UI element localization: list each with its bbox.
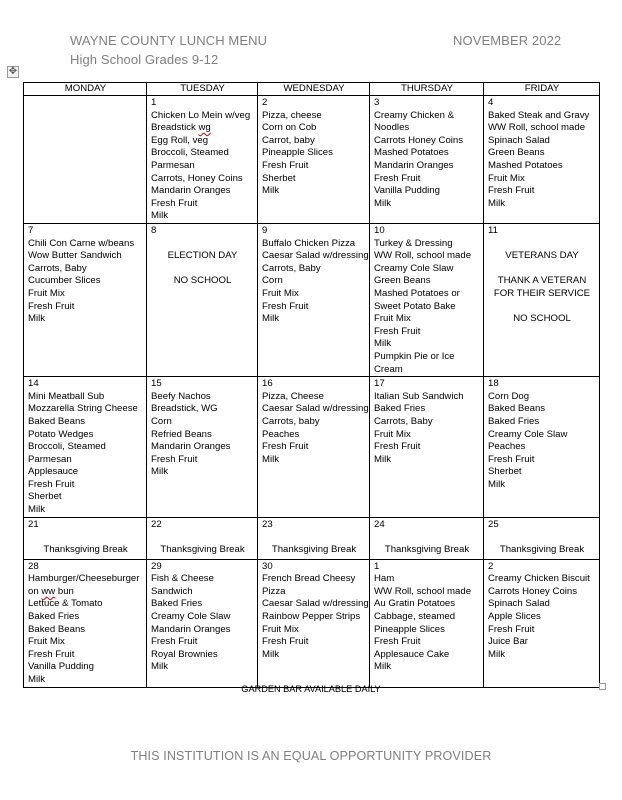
menu-item: Italian Sub Sandwich (374, 390, 464, 402)
menu-item: Broccoli, Steamed (151, 147, 229, 159)
menu-item: Rainbow Pepper Strips (262, 611, 361, 623)
menu-item: Mandarin Oranges (374, 159, 454, 171)
menu-item: Pineapple Slices (262, 147, 333, 159)
menu-item: Caesar Salad w/dressing (262, 250, 369, 262)
closure-notice: VETERANS DAY (505, 250, 579, 262)
menu-month: NOVEMBER 2022 (453, 33, 562, 48)
menu-item: Fruit Mix (262, 623, 299, 635)
menu-item: Sherbet (262, 172, 296, 184)
day-number: 10 (374, 225, 385, 236)
menu-item: Milk (488, 197, 506, 209)
menu-item: Wow Butter Sandwich (28, 250, 122, 262)
menu-item: Sherbet (28, 491, 62, 503)
menu-item: Applesauce (28, 466, 79, 478)
menu-item: Milk (488, 478, 506, 490)
closure-notice: ELECTION DAY (167, 250, 238, 262)
menu-item: Peaches (262, 428, 300, 440)
table-move-handle-icon[interactable]: ✥ (8, 66, 18, 77)
menu-item: Corn (262, 275, 283, 287)
menu-item: Pineapple Slices (374, 623, 445, 635)
menu-item: Baked Fries (488, 415, 540, 427)
menu-item: Baked Beans (28, 623, 86, 635)
day-cell (484, 224, 600, 377)
day-number: 2 (488, 560, 494, 572)
menu-item: Fresh Fruit (488, 185, 535, 197)
week-row (24, 377, 600, 518)
menu-item: WW Roll, school made (374, 250, 472, 262)
menu-item: Creamy Cole Slaw (374, 262, 454, 274)
menu-item: Fresh Fruit (374, 172, 421, 184)
menu-item: Milk (262, 648, 280, 660)
menu-item: Caesar Salad w/dressing (262, 598, 369, 610)
menu-item: Milk (374, 197, 392, 209)
menu-item: Carrots Honey Coins (488, 585, 578, 597)
day-cell (147, 96, 258, 224)
menu-item: Milk (262, 453, 280, 465)
day-number: 25 (488, 518, 499, 530)
day-number: 16 (262, 378, 273, 390)
menu-item: Applesauce Cake (374, 648, 450, 660)
menu-item: Fresh Fruit (262, 300, 309, 312)
menu-item: Baked Beans (488, 403, 546, 415)
menu-item: Spinach Salad (488, 134, 550, 146)
day-number: 21 (28, 518, 39, 530)
menu-item: Fresh Fruit (28, 478, 75, 490)
menu-item: Ham (374, 573, 395, 585)
header-thursday: THURSDAY (370, 83, 484, 96)
menu-item: Potato Wedges (28, 428, 94, 440)
menu-item: Milk (262, 185, 280, 197)
menu-item: Fresh Fruit (374, 636, 421, 648)
day-cell (258, 517, 370, 559)
menu-item: Sandwich (151, 585, 193, 597)
menu-item: Juice Bar (488, 636, 528, 648)
menu-item: Carrots Honey Coins (374, 134, 464, 146)
menu-item: Fresh Fruit (151, 197, 198, 209)
menu-item: Fresh Fruit (488, 453, 535, 465)
day-cell (24, 517, 147, 559)
menu-item: Mozzarella String Cheese (28, 403, 138, 415)
menu-item: Milk (151, 661, 169, 673)
menu-item: Mashed Potatoes (488, 159, 563, 171)
day-cell (147, 517, 258, 559)
menu-item: Sherbet (488, 466, 522, 478)
menu-item: Carrots, Honey Coins (151, 172, 243, 184)
equal-opportunity-footer: THIS INSTITUTION IS AN EQUAL OPPORTUNITY PROVIDER (130, 749, 492, 763)
day-cell (370, 517, 484, 559)
menu-item: Mandarin Oranges (151, 441, 231, 453)
week-row (24, 96, 600, 224)
menu-item: Baked Fries (151, 598, 203, 610)
menu-item: Creamy Cole Slaw (488, 428, 568, 440)
day-cell (484, 559, 600, 687)
closure-notice: NO SCHOOL (173, 275, 232, 287)
day-number: 4 (488, 97, 494, 108)
menu-item: Fruit Mix (374, 428, 411, 440)
menu-item: Pizza, Cheese (262, 390, 324, 402)
menu-item: Fruit Mix (28, 287, 65, 299)
menu-item: Refried Beans (151, 428, 212, 440)
closure-notice: THANK A VETERAN FOR THEIR SERVICE (493, 275, 591, 299)
menu-item: Creamy Chicken & (374, 109, 454, 121)
break-notice: Thanksgiving Break (384, 543, 470, 555)
menu-item: Mashed Potatoes (374, 147, 449, 159)
menu-item: Pumpkin Pie or Ice (374, 350, 455, 362)
menu-item: Chili Con Carne w/beans (28, 237, 135, 249)
menu-item: Mini Meatball Sub (28, 390, 105, 402)
day-number: 28 (28, 560, 39, 572)
menu-item: Milk (151, 466, 169, 478)
menu-item: Pizza, cheese (262, 109, 322, 121)
menu-item: Beefy Nachos (151, 390, 211, 402)
menu-item: Baked Steak and Gravy (488, 109, 590, 121)
menu-item: Milk (28, 674, 46, 685)
menu-item: Fresh Fruit (488, 623, 535, 635)
menu-item: Fresh Fruit (262, 159, 309, 171)
day-number: 9 (262, 225, 268, 236)
menu-item: Caesar Salad w/dressing (262, 403, 369, 415)
menu-item: Parmesan (151, 159, 195, 171)
menu-item: Fresh Fruit (151, 453, 198, 465)
break-notice: Thanksgiving Break (160, 543, 245, 555)
menu-item: Cabbage, steamed (374, 611, 456, 623)
day-cell (258, 377, 370, 518)
menu-subtitle: High School Grades 9-12 (70, 52, 219, 67)
menu-item: Milk (151, 210, 169, 222)
day-number: 11 (488, 225, 498, 236)
menu-item: Breadstick wg (151, 122, 211, 134)
day-cell (370, 96, 484, 224)
menu-item: Sweet Potato Bake (374, 300, 456, 312)
day-number: 7 (28, 225, 34, 236)
menu-item: Fresh Fruit (262, 441, 309, 453)
day-cell (258, 96, 370, 224)
menu-item: Corn (151, 415, 172, 427)
menu-item: French Bread Cheesy (262, 573, 356, 585)
menu-item: Corn on Cob (262, 122, 317, 134)
menu-item: Mandarin Oranges (151, 623, 231, 635)
day-cell (24, 559, 147, 687)
day-number: 23 (262, 518, 273, 530)
break-notice: Thanksgiving Break (43, 543, 128, 555)
day-cell (147, 377, 258, 518)
day-cell (147, 224, 258, 377)
day-number: 1 (374, 560, 380, 572)
menu-item: Parmesan (28, 453, 72, 465)
header-wednesday: WEDNESDAY (258, 83, 370, 96)
day-number: 2 (262, 97, 268, 108)
day-cell (484, 96, 600, 224)
menu-item: Milk (374, 661, 392, 673)
menu-item: Carrots, Baby (28, 262, 87, 274)
menu-item: Milk (488, 648, 506, 660)
menu-item: Mashed Potatoes or (374, 287, 460, 299)
menu-item: Fresh Fruit (151, 636, 198, 648)
menu-item: Fresh Fruit (262, 636, 309, 648)
menu-item: Pizza (262, 585, 286, 597)
header-monday: MONDAY (24, 83, 147, 96)
day-number: 14 (28, 378, 39, 390)
menu-item: Green Beans (374, 275, 431, 287)
menu-item: Buffalo Chicken Pizza (262, 237, 356, 249)
day-number: 29 (151, 560, 162, 572)
menu-item: Milk (262, 313, 280, 325)
menu-item: Milk (28, 504, 46, 516)
header-tuesday: TUESDAY (147, 83, 258, 96)
menu-item: Mandarin Oranges (151, 185, 231, 197)
menu-item: Turkey & Dressing (374, 237, 453, 249)
week-row (24, 559, 600, 687)
menu-item: Baked Beans (28, 415, 86, 427)
table-resize-handle-icon[interactable] (599, 683, 606, 690)
week-row (24, 517, 600, 559)
menu-item: Fruit Mix (488, 172, 525, 184)
day-number: 3 (374, 97, 380, 108)
day-cell (484, 517, 600, 559)
menu-item: Apple Slices (488, 611, 541, 623)
day-cell (147, 559, 258, 687)
spellcheck-flag: ww (41, 585, 56, 597)
day-number: 17 (374, 378, 385, 390)
day-cell (24, 96, 147, 224)
menu-item: Cucumber Slices (28, 275, 101, 287)
menu-item: Au Gratin Potatoes (374, 598, 456, 610)
menu-item: Carrots, baby (262, 415, 320, 427)
menu-item: Green Beans (488, 147, 545, 159)
menu-item: Creamy Cole Slaw (151, 611, 231, 623)
menu-item: Fruit Mix (28, 636, 65, 648)
menu-item: Fresh Fruit (28, 300, 75, 312)
closure-notice: NO SCHOOL (513, 313, 571, 325)
menu-item: Baked Fries (28, 611, 80, 623)
menu-item: on ww bun (28, 585, 74, 597)
menu-item: Milk (374, 453, 392, 465)
day-number: 24 (374, 518, 385, 530)
day-number: 15 (151, 378, 162, 390)
menu-item: Breadstick, WG (151, 403, 218, 415)
lunch-menu-table (23, 82, 600, 688)
menu-item: Cream (374, 363, 403, 375)
menu-item: Vanilla Pudding (374, 185, 440, 197)
menu-item: Lettuce & Tomato (28, 598, 103, 610)
day-number: 22 (151, 518, 162, 530)
menu-item: Spinach Salad (488, 598, 550, 610)
day-cell (258, 559, 370, 687)
weekday-header-row (24, 83, 600, 96)
day-cell (258, 224, 370, 377)
day-cell (370, 377, 484, 518)
menu-item: Carrot, baby (262, 134, 315, 146)
day-cell (370, 559, 484, 687)
header-friday: FRIDAY (484, 83, 600, 96)
menu-item: Noodles (374, 122, 410, 134)
day-number: 18 (488, 378, 499, 390)
day-cell (24, 377, 147, 518)
menu-item: Fresh Fruit (28, 648, 75, 660)
menu-item: Vanilla Pudding (28, 661, 94, 673)
menu-item: Creamy Chicken Biscuit (488, 573, 590, 585)
menu-item: Peaches (488, 441, 526, 453)
menu-item: Chicken Lo Mein w/veg (151, 109, 251, 121)
menu-title: WAYNE COUNTY LUNCH MENU (70, 33, 268, 48)
menu-item: Baked Fries (374, 403, 426, 415)
menu-item: Fresh Fruit (374, 441, 421, 453)
menu-item: Fruit Mix (374, 313, 411, 325)
menu-item: Egg Roll, veg (151, 134, 209, 146)
menu-item: Fish & Cheese (151, 573, 214, 585)
menu-item: Fresh Fruit (374, 325, 421, 337)
day-cell (484, 377, 600, 518)
menu-item: Corn Dog (488, 390, 530, 402)
day-number: 8 (151, 225, 157, 236)
menu-item: Milk (28, 313, 46, 325)
menu-item: Hamburger/Cheeseburger (28, 573, 140, 585)
menu-item: Fruit Mix (262, 287, 299, 299)
break-notice: Thanksgiving Break (271, 543, 357, 555)
week-row (24, 224, 600, 377)
menu-item: WW Roll, school made (374, 585, 472, 597)
menu-item: Royal Brownies (151, 648, 218, 660)
menu-item: Milk (374, 338, 392, 350)
menu-item: Carrots, Baby (262, 262, 321, 274)
spellcheck-flag: wg (198, 122, 211, 134)
day-number: 1 (151, 97, 157, 108)
garden-bar-note: GARDEN BAR AVAILABLE DAILY (241, 684, 381, 694)
break-notice: Thanksgiving Break (499, 543, 585, 555)
day-cell (24, 224, 147, 377)
menu-item: Broccoli, Steamed (28, 441, 106, 453)
menu-item: WW Roll, school made (488, 122, 586, 134)
day-number: 30 (262, 560, 273, 572)
menu-item: Carrots, Baby (374, 415, 433, 427)
day-cell (370, 224, 484, 377)
